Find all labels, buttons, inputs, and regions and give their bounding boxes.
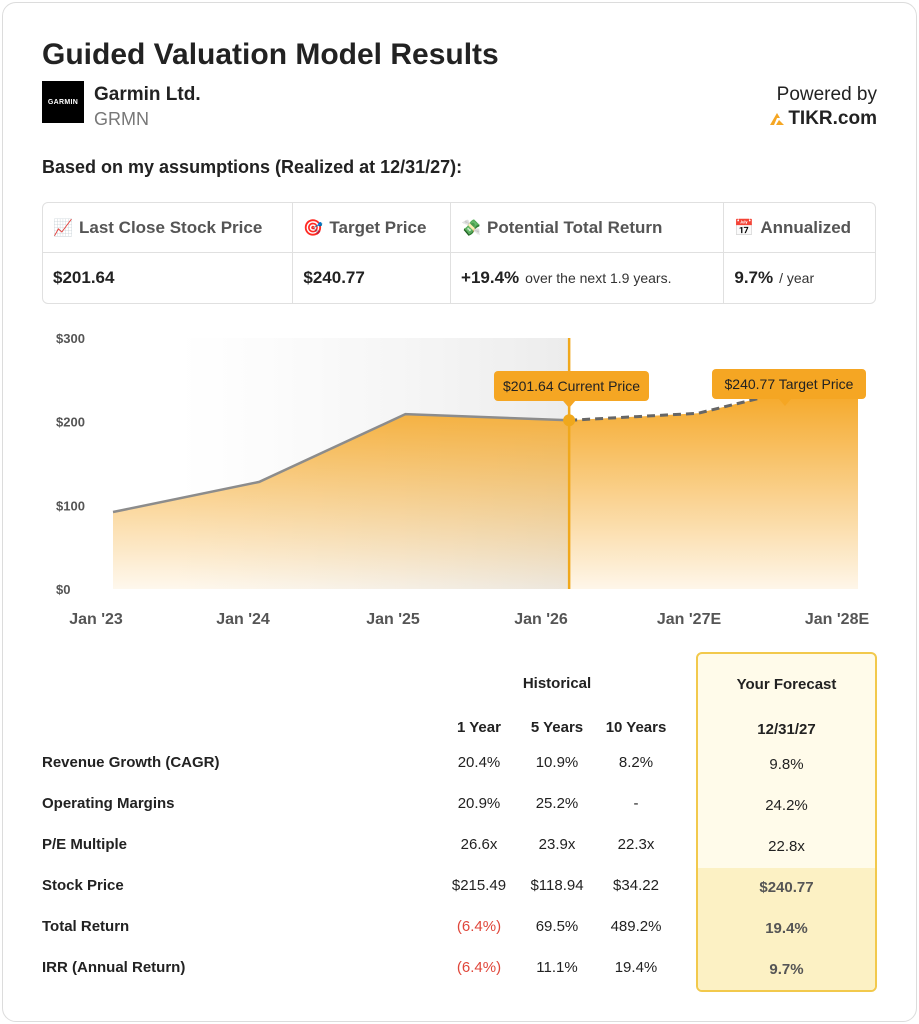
y-tick-label: $0 <box>56 582 71 597</box>
row-label: P/E Multiple <box>42 836 128 853</box>
forecast-cell: 9.7% <box>769 961 804 978</box>
metric-value: $201.64 <box>53 268 115 287</box>
money-wings-icon: 💸 <box>461 219 481 237</box>
forecast-cell: 22.8x <box>768 838 805 855</box>
metric-label: Potential Total Return <box>487 217 663 237</box>
table-cell: 11.1% <box>536 959 578 976</box>
table-cell: $118.94 <box>530 877 584 894</box>
table-cell: 20.9% <box>457 795 501 812</box>
table-cell: $215.49 <box>451 877 507 894</box>
table-cell: 25.2% <box>535 795 579 812</box>
current-price-marker <box>563 414 575 426</box>
row-label: Stock Price <box>42 877 124 894</box>
row-label: Total Return <box>42 918 130 935</box>
price-chart <box>0 320 919 640</box>
tikr-brand-link[interactable] <box>770 108 877 130</box>
y-tick-label: $200 <box>56 414 85 430</box>
page-title: Guided Valuation Model Results <box>42 38 499 71</box>
chart-up-icon: 📈 <box>53 219 73 237</box>
table-cell: 69.5% <box>535 918 579 935</box>
y-tick-label: $100 <box>56 498 85 514</box>
table-cell: 10.9% <box>535 754 579 771</box>
forecast-cell: 24.2% <box>765 797 808 814</box>
metric-label: Annualized <box>760 217 852 237</box>
table-cell: (6.4%) <box>456 918 502 935</box>
forecast-cell: $240.77 <box>759 879 814 896</box>
table-cell: (6.4%) <box>456 959 502 976</box>
forecast-header: Your Forecast <box>736 676 837 693</box>
target-price-callout-text: $240.77 Target Price <box>724 376 854 392</box>
col-header-1y: 1 Year <box>457 719 501 736</box>
forecast-cell: 19.4% <box>765 920 808 937</box>
powered-by-label: Powered by <box>776 84 877 105</box>
table-cell: 23.9x <box>538 836 576 853</box>
table-cell: 489.2% <box>610 918 662 935</box>
forecast-cell: 9.8% <box>769 756 804 773</box>
x-tick-label: Jan '27E <box>656 611 722 628</box>
row-label: Revenue Growth (CAGR) <box>42 754 220 771</box>
x-tick-label: Jan '28E <box>804 611 870 628</box>
row-label: Operating Margins <box>42 795 175 812</box>
table-cell: $34.22 <box>613 877 659 894</box>
metric-subtext: / year <box>779 270 815 286</box>
metrics-summary <box>42 202 876 304</box>
forecast-panel <box>696 652 877 992</box>
metric-subtext: over the next 1.9 years. <box>525 270 672 286</box>
metric-label: Last Close Stock Price <box>79 217 263 237</box>
tikr-logo-icon <box>770 113 784 125</box>
company-name: Garmin Ltd. <box>94 84 201 105</box>
table-cell: 26.6x <box>460 836 498 853</box>
calendar-icon: 📅 <box>734 219 755 237</box>
metric-total-return <box>451 203 724 303</box>
x-tick-label: Jan '24 <box>216 611 270 628</box>
company-logo: GARMIN <box>42 81 84 123</box>
historical-header: Historical <box>522 675 592 692</box>
metric-annualized <box>724 203 875 303</box>
col-header-5y: 5 Years <box>530 719 584 736</box>
table-cell: 22.3x <box>617 836 655 853</box>
company-ticker: GRMN <box>94 109 149 129</box>
forecast-date: 12/31/27 <box>757 721 816 738</box>
tikr-brand-text: TIKR.com <box>788 108 877 129</box>
x-tick-label: Jan '26 <box>514 611 568 628</box>
x-tick-label: Jan '25 <box>366 611 420 628</box>
y-tick-label: $300 <box>56 331 85 346</box>
table-cell: 8.2% <box>618 754 654 771</box>
metric-last-close <box>43 203 293 303</box>
x-tick-label: Jan '23 <box>69 611 123 628</box>
metric-label: Target Price <box>329 217 427 237</box>
target-icon: 🎯 <box>303 219 324 237</box>
col-header-10y: 10 Years <box>605 719 667 736</box>
assumptions-label: Based on my assumptions (Realized at 12/31/27): <box>42 157 463 177</box>
metric-target-price <box>293 203 451 303</box>
current-price-callout-text: $201.64 Current Price <box>503 378 640 394</box>
row-label: IRR (Annual Return) <box>42 959 186 976</box>
table-cell: 19.4% <box>614 959 658 976</box>
forecast-area <box>569 386 858 589</box>
metric-value: 9.7% <box>734 268 774 287</box>
metric-value: $240.77 <box>303 268 365 287</box>
table-cell: - <box>633 795 639 812</box>
metric-value: +19.4% <box>461 268 520 287</box>
table-cell: 20.4% <box>457 754 501 771</box>
